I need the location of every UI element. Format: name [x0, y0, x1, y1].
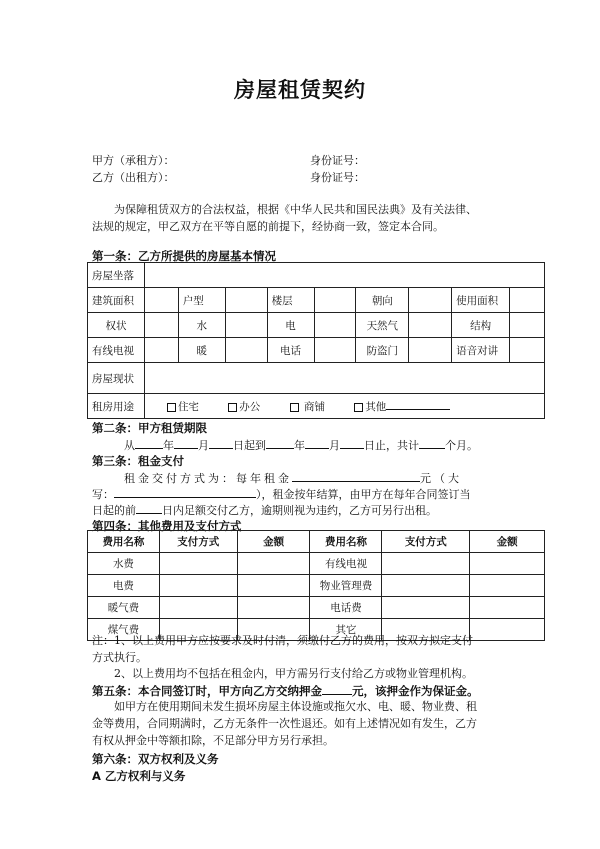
checkbox-icon	[354, 403, 363, 412]
cell-value[interactable]	[225, 288, 267, 313]
party-b-id-label: 身份证号：	[310, 171, 365, 184]
fee-name: 有线电视	[310, 553, 382, 575]
fee-name: 煤气费	[88, 619, 160, 641]
note-1-line-2: 方式执行。	[92, 651, 147, 664]
party-a-id-label: 身份证号：	[310, 154, 365, 167]
cell-value[interactable]	[144, 338, 178, 363]
cell-value[interactable]	[314, 338, 356, 363]
fee-name: 水费	[88, 553, 160, 575]
section-3-heading: 第三条：租金支付	[92, 454, 184, 468]
payment-method-cell[interactable]	[159, 575, 237, 597]
table-row	[88, 553, 545, 575]
section-6-subheading: A 乙方权利与义务	[92, 769, 186, 783]
rent-line-3: 日起的前 日内足额交付乙方，逾期则视为违约，乙方可另行出租。	[92, 504, 437, 517]
location-label: 房屋坐落	[88, 263, 145, 288]
payment-days-blank[interactable]	[136, 502, 162, 514]
fees-table	[87, 530, 545, 641]
other-blank[interactable]	[386, 398, 450, 410]
cell-value[interactable]	[314, 288, 356, 313]
rent-line-1: 租金交付方式为：每年租金 元（大	[124, 472, 462, 485]
payment-method-cell[interactable]	[159, 553, 237, 575]
fee-name: 暖气费	[88, 597, 160, 619]
amount-cell[interactable]	[470, 597, 545, 619]
start-day-blank[interactable]	[209, 437, 233, 449]
cell-label: 天然气	[356, 313, 409, 338]
end-day-blank[interactable]	[340, 437, 364, 449]
usage-label: 租房用途	[88, 394, 145, 419]
cell-value[interactable]	[144, 313, 178, 338]
cell-value[interactable]	[510, 288, 545, 313]
column-header: 支付方式	[382, 531, 470, 553]
status-label: 房屋现状	[88, 363, 145, 394]
start-month-blank[interactable]	[174, 437, 198, 449]
cell-label: 户型	[178, 288, 225, 313]
column-header: 金额	[237, 531, 310, 553]
cell-value[interactable]	[510, 338, 545, 363]
usage-options	[144, 394, 544, 419]
end-month-blank[interactable]	[305, 437, 329, 449]
fee-name: 电费	[88, 575, 160, 597]
payment-method-cell[interactable]	[382, 553, 470, 575]
table-row	[88, 363, 545, 394]
section-6-heading: 第六条：双方权利及义务	[92, 752, 219, 766]
intro-line-1: 为保障租赁双方的合法权益，根据《中华人民共和国民法典》及有关法律、	[114, 203, 477, 216]
deposit-line-1: 如甲方在使用期间未发生损坏房屋主体设施或拖欠水、电、暖、物业费、租	[114, 700, 477, 713]
annual-rent-blank[interactable]	[292, 470, 420, 482]
cell-label: 权状	[88, 313, 145, 338]
amount-cell[interactable]	[470, 619, 545, 641]
cell-value[interactable]	[510, 313, 545, 338]
table-row	[88, 597, 545, 619]
cell-value[interactable]	[144, 288, 178, 313]
table-row	[88, 313, 545, 338]
amount-cell[interactable]	[237, 553, 310, 575]
cell-label: 有线电视	[88, 338, 145, 363]
usage-option-other[interactable]: 其他	[354, 401, 450, 413]
cell-label: 使用面积	[452, 288, 510, 313]
payment-method-cell[interactable]	[382, 597, 470, 619]
table-row	[88, 288, 545, 313]
column-header: 费用名称	[88, 531, 160, 553]
party-a-label: 甲方（承租方）：	[92, 154, 175, 167]
payment-method-cell[interactable]	[382, 575, 470, 597]
checkbox-icon	[228, 403, 237, 412]
property-info-table	[87, 262, 545, 419]
usage-option-shop[interactable]: 商铺	[290, 401, 325, 413]
cell-value[interactable]	[314, 313, 356, 338]
cell-label: 楼层	[267, 288, 314, 313]
rent-line-2: 写： ），租金按年结算，由甲方在每年合同签订当	[92, 488, 471, 501]
page-title: 房屋租赁契约	[234, 78, 366, 102]
cell-label: 电话	[267, 338, 314, 363]
section-2-heading: 第二条：甲方租赁期限	[92, 421, 207, 435]
usage-option-residential[interactable]: 住宅	[167, 401, 199, 413]
fee-name: 物业管理费	[310, 575, 382, 597]
rent-in-words-blank[interactable]	[114, 486, 256, 498]
cell-value[interactable]	[409, 313, 452, 338]
cell-value[interactable]	[409, 288, 452, 313]
section-5-heading: 第五条：本合同签订时，甲方向乙方交纳押金 元，该押金作为保证金。	[92, 684, 479, 698]
column-header: 费用名称	[310, 531, 382, 553]
payment-method-cell[interactable]	[159, 597, 237, 619]
deposit-line-2: 金等费用，合同期满时，乙方无条件一次性退还。如有上述情况如有发生，乙方	[92, 717, 477, 730]
end-year-blank[interactable]	[266, 437, 294, 449]
intro-line-2: 法规的规定，甲乙双方在平等自愿的前提下，经协商一致，签定本合同。	[92, 220, 444, 233]
table-header-row	[88, 531, 545, 553]
fee-name: 其它	[310, 619, 382, 641]
section-4-heading: 第四条：其他费用及支付方式	[92, 519, 242, 533]
amount-cell[interactable]	[237, 575, 310, 597]
location-value[interactable]	[144, 263, 544, 288]
table-row	[88, 575, 545, 597]
cell-label: 水	[178, 313, 225, 338]
deposit-line-3: 有权从押金中等额扣除，不足部分甲方另行承担。	[92, 734, 334, 747]
cell-value[interactable]	[409, 338, 452, 363]
status-value[interactable]	[144, 363, 544, 394]
cell-label: 语音对讲	[452, 338, 510, 363]
column-header: 支付方式	[159, 531, 237, 553]
table-row	[88, 338, 545, 363]
cell-label: 结构	[452, 313, 510, 338]
usage-option-office[interactable]: 办公	[228, 401, 260, 413]
amount-cell[interactable]	[470, 553, 545, 575]
start-year-blank[interactable]	[135, 437, 163, 449]
note-1-line-1: 注：1、以上费用甲方应按要求及时付清，须缴付乙方的费用，按双方拟定支付	[92, 634, 473, 647]
note-2: 2、以上费用均不包括在租金内，甲方需另行支付给乙方或物业管理机构。	[114, 667, 473, 680]
amount-cell[interactable]	[237, 597, 310, 619]
cell-label: 暖	[178, 338, 225, 363]
cell-value[interactable]	[225, 338, 267, 363]
checkbox-icon	[167, 403, 176, 412]
table-row	[88, 394, 545, 419]
table-row	[88, 263, 545, 288]
cell-label: 朝向	[356, 288, 409, 313]
cell-label: 建筑面积	[88, 288, 145, 313]
cell-label: 电	[267, 313, 314, 338]
cell-label: 防盗门	[356, 338, 409, 363]
cell-value[interactable]	[225, 313, 267, 338]
lease-term-line: 从 年 月 日起到 年 月 日止，共计 个月。	[124, 439, 478, 452]
section-1-heading: 第一条：乙方所提供的房屋基本情况	[92, 249, 276, 263]
checkbox-icon	[290, 403, 299, 412]
party-b-label: 乙方（出租方）：	[92, 171, 175, 184]
months-blank[interactable]	[419, 437, 445, 449]
deposit-blank[interactable]	[322, 683, 352, 695]
fee-name: 电话费	[310, 597, 382, 619]
amount-cell[interactable]	[470, 575, 545, 597]
column-header: 金额	[470, 531, 545, 553]
